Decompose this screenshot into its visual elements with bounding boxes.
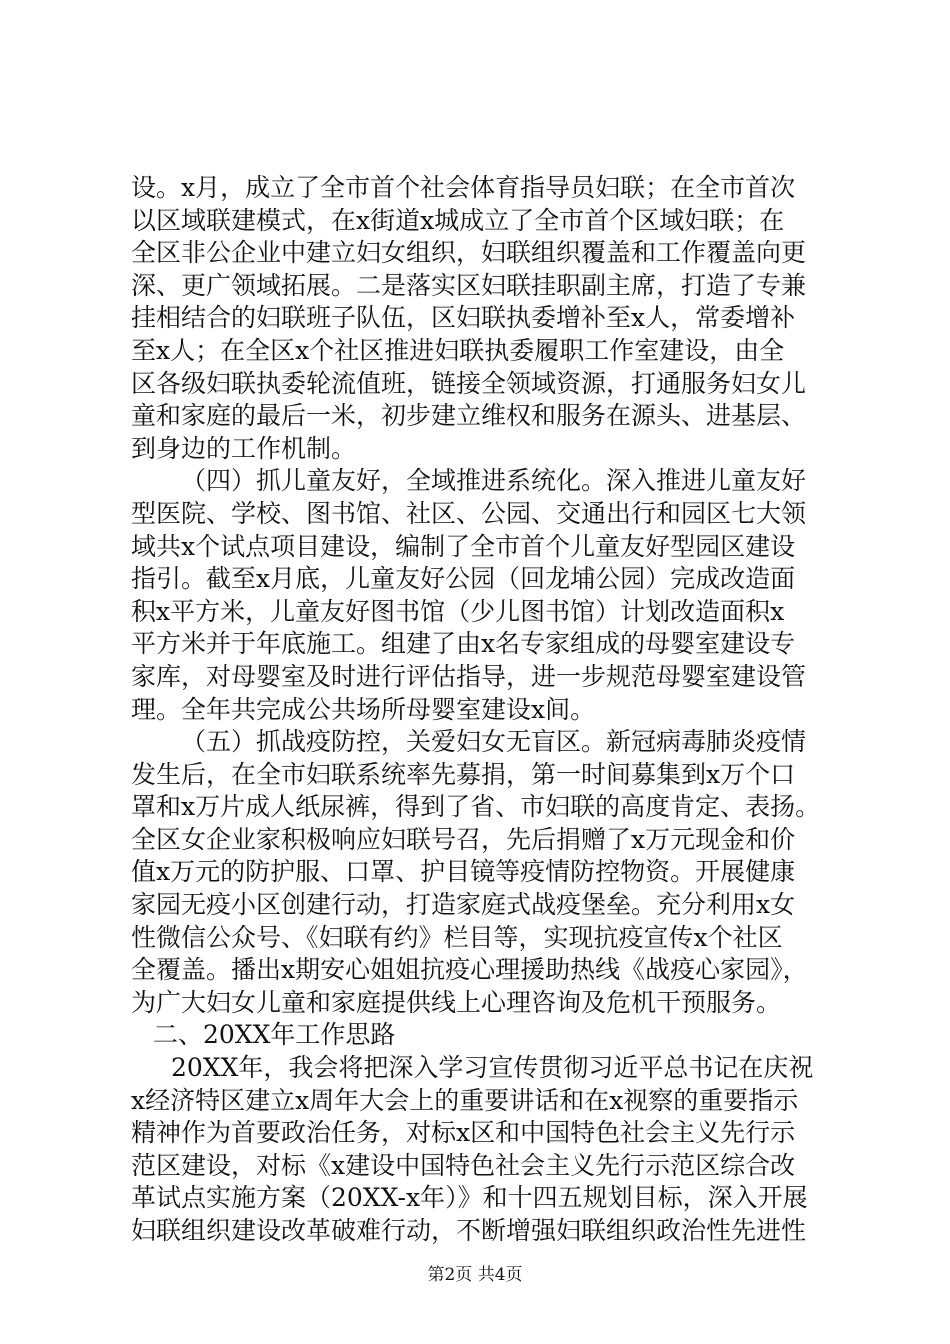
text-line: 值x万元的防护服、口罩、护目镜等疫情防控物资。开展健康 (131, 857, 796, 887)
text-line: 域共x个试点项目建设，编制了全市首个儿童友好型园区建设 (131, 531, 796, 561)
text-line: 革试点实施方案（20XX-x年）》和十四五规划目标，深入开展 (131, 1183, 808, 1213)
text-line: 精神作为首要政治任务，对标x区和中国特色社会主义先行示 (131, 1118, 796, 1148)
section-heading-2: 二、20XX年工作思路 (153, 1020, 396, 1050)
text-line: 挂相结合的妇联班子队伍，区妇联执委增补至x人，常委增补 (131, 303, 796, 333)
paragraph-start: 20XX年，我会将把深入学习宣传贯彻习近平总书记在庆祝 (171, 1053, 814, 1083)
text-line: 平方米并于年底施工。组建了由x名专家组成的母婴室建设专 (131, 629, 796, 659)
text-line: 型医院、学校、图书馆、社区、公园、交通出行和园区七大领 (131, 498, 807, 528)
text-line: 区各级妇联执委轮流值班，链接全领域资源，打通服务妇女儿 (131, 368, 807, 398)
page-footer (0, 1264, 950, 1286)
text-line: 范区建设，对标《x建设中国特色社会主义先行示范区综合改 (131, 1150, 796, 1180)
text-line: 家库，对母婴室及时进行评估指导，进一步规范母婴室建设管 (131, 661, 807, 691)
text-line: 深、更广领域拓展。二是落实区妇联挂职副主席，打造了专兼 (131, 270, 807, 300)
section-heading-4: （四）抓儿童友好，全域推进系统化。深入推进儿童友好 (181, 466, 807, 496)
text-line: x经济特区建立x周年大会上的重要讲话和在x视察的重要指示 (131, 1085, 799, 1115)
text-line: 全区非公企业中建立妇女组织，妇联组织覆盖和工作覆盖向更 (131, 238, 807, 268)
text-line: 为广大妇女儿童和家庭提供线上心理咨询及危机干预服务。 (131, 987, 782, 1017)
text-line: 罩和x万片成人纸尿裤，得到了省、市妇联的高度肯定、表扬。 (131, 792, 821, 822)
text-line: 童和家庭的最后一米，初步建立维权和服务在源头、进基层、 (131, 401, 807, 431)
text-line: 到身边的工作机制。 (131, 433, 357, 463)
text-line: 指引。截至x月底，儿童友好公园（回龙埔公园）完成改造面 (131, 564, 796, 594)
body-text (131, 172, 831, 1248)
text-line: 积x平方米，儿童友好图书馆（少儿图书馆）计划改造面积x (131, 596, 785, 626)
text-line: 全区女企业家积极响应妇联号召，先后捐赠了x万元现金和价 (131, 824, 796, 854)
text-line: 理。全年共完成公共场所母婴室建设x间。 (131, 694, 596, 724)
text-line: 性微信公众号、《妇联有约》栏目等，实现抗疫宣传x个社区 (131, 922, 783, 952)
text-line: 发生后，在全市妇联系统率先募捐，第一时间募集到x万个口 (131, 759, 796, 789)
text-line: 设。x月，成立了全市首个社会体育指导员妇联；在全市首次 (131, 173, 796, 202)
text-line: 以区域联建模式，在x街道x城成立了全市首个区域妇联；在 (131, 205, 785, 235)
text-line: 家园无疫小区创建行动，打造家庭式战疫堡垒。充分利用x女 (131, 890, 796, 920)
text-line: 至x人；在全区x个社区推进妇联执委履职工作室建设，由全 (131, 335, 785, 365)
text-line: 全覆盖。播出x期安心姐姐抗疫心理援助热线《战疫心家园》， (131, 955, 808, 985)
page-number: 第2页 共4页 (427, 1265, 523, 1285)
section-heading-5: （五）抓战疫防控，关爱妇女无盲区。新冠病毒肺炎疫情 (181, 727, 807, 757)
text-line: 妇联组织建设改革破难行动，不断增强妇联组织政治性先进性 (131, 1216, 807, 1245)
